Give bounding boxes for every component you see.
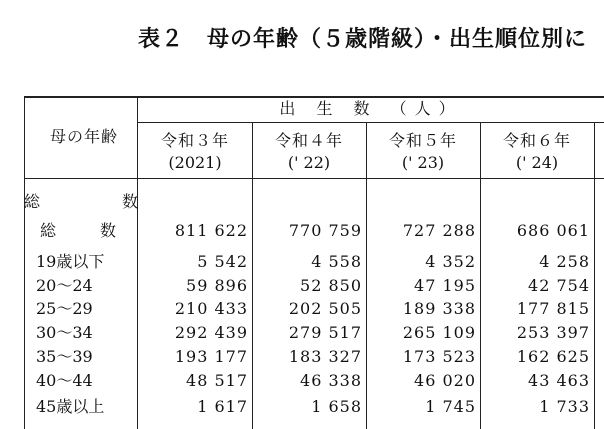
table-cell: 183 327 — [288, 347, 362, 366]
year-header: 令和４年 — [274, 131, 343, 150]
row-label: 20～24 — [36, 276, 93, 295]
row-label: 45歳以上 — [36, 397, 105, 416]
row-label: 40～44 — [36, 371, 93, 390]
table-cell: 686 061 — [516, 221, 590, 240]
table-cell: 770 759 — [288, 221, 362, 240]
table-cell: 46 020 — [414, 371, 476, 390]
year-header: 令和６年 — [502, 131, 571, 150]
table-cell: 177 815 — [516, 299, 590, 318]
table-cell: 1 658 — [311, 397, 362, 416]
column-divider — [480, 122, 481, 429]
year-subheader: (' 23) — [401, 153, 445, 172]
table-cell: 1 745 — [425, 397, 476, 416]
table-top-rule — [24, 96, 604, 98]
table-cell: 5 542 — [197, 252, 248, 271]
table-cell: 4 558 — [311, 252, 362, 271]
table-cell: 202 505 — [288, 299, 362, 318]
table-cell: 279 517 — [288, 323, 362, 342]
table-cell: 253 397 — [516, 323, 590, 342]
table-cell: 4 258 — [539, 252, 590, 271]
table-cell: 292 439 — [174, 323, 248, 342]
year-subheader: (2021) — [168, 153, 222, 172]
table-cell: 173 523 — [402, 347, 476, 366]
header-divider — [138, 122, 604, 123]
table-cell: 4 352 — [425, 252, 476, 271]
mother-age-header: 母の年齢 — [49, 127, 118, 146]
column-divider — [594, 122, 595, 429]
header-bottom-rule — [24, 178, 604, 179]
births-header: 出 生 数 （人） — [279, 99, 463, 118]
table-left-border — [24, 96, 25, 429]
table-cell: 43 463 — [528, 371, 590, 390]
table-cell: 811 622 — [174, 221, 248, 240]
group-heading-char: 総 — [24, 192, 41, 211]
row-label: 25～29 — [36, 299, 93, 318]
group-heading-char: 数 — [122, 192, 139, 211]
table-cell: 210 433 — [174, 299, 248, 318]
table-cell: 59 896 — [186, 276, 248, 295]
year-subheader: (' 22) — [287, 153, 331, 172]
table-cell: 265 109 — [402, 323, 476, 342]
table-cell: 48 517 — [186, 371, 248, 390]
row-label: 35～39 — [36, 347, 93, 366]
table-cell: 193 177 — [174, 347, 248, 366]
year-header: 令和３年 — [160, 131, 229, 150]
table-cell: 162 625 — [516, 347, 590, 366]
table-title: 表２ 母の年齢（５歳階級）・出生順位別に — [138, 27, 588, 52]
table-cell: 1 733 — [539, 397, 590, 416]
table-cell: 727 288 — [402, 221, 476, 240]
column-divider — [252, 122, 253, 429]
year-subheader: (' 24) — [515, 153, 559, 172]
row-label: 30～34 — [36, 323, 93, 342]
row-label: 総 数 — [40, 221, 121, 240]
table-cell: 189 338 — [402, 299, 476, 318]
table-cell: 47 195 — [414, 276, 476, 295]
table-cell: 1 617 — [197, 397, 248, 416]
row-label: 19歳以下 — [36, 252, 105, 271]
table-cell: 46 338 — [300, 371, 362, 390]
year-header: 令和５年 — [388, 131, 457, 150]
column-divider — [366, 122, 367, 429]
table-cell: 42 754 — [528, 276, 590, 295]
table-cell: 52 850 — [300, 276, 362, 295]
